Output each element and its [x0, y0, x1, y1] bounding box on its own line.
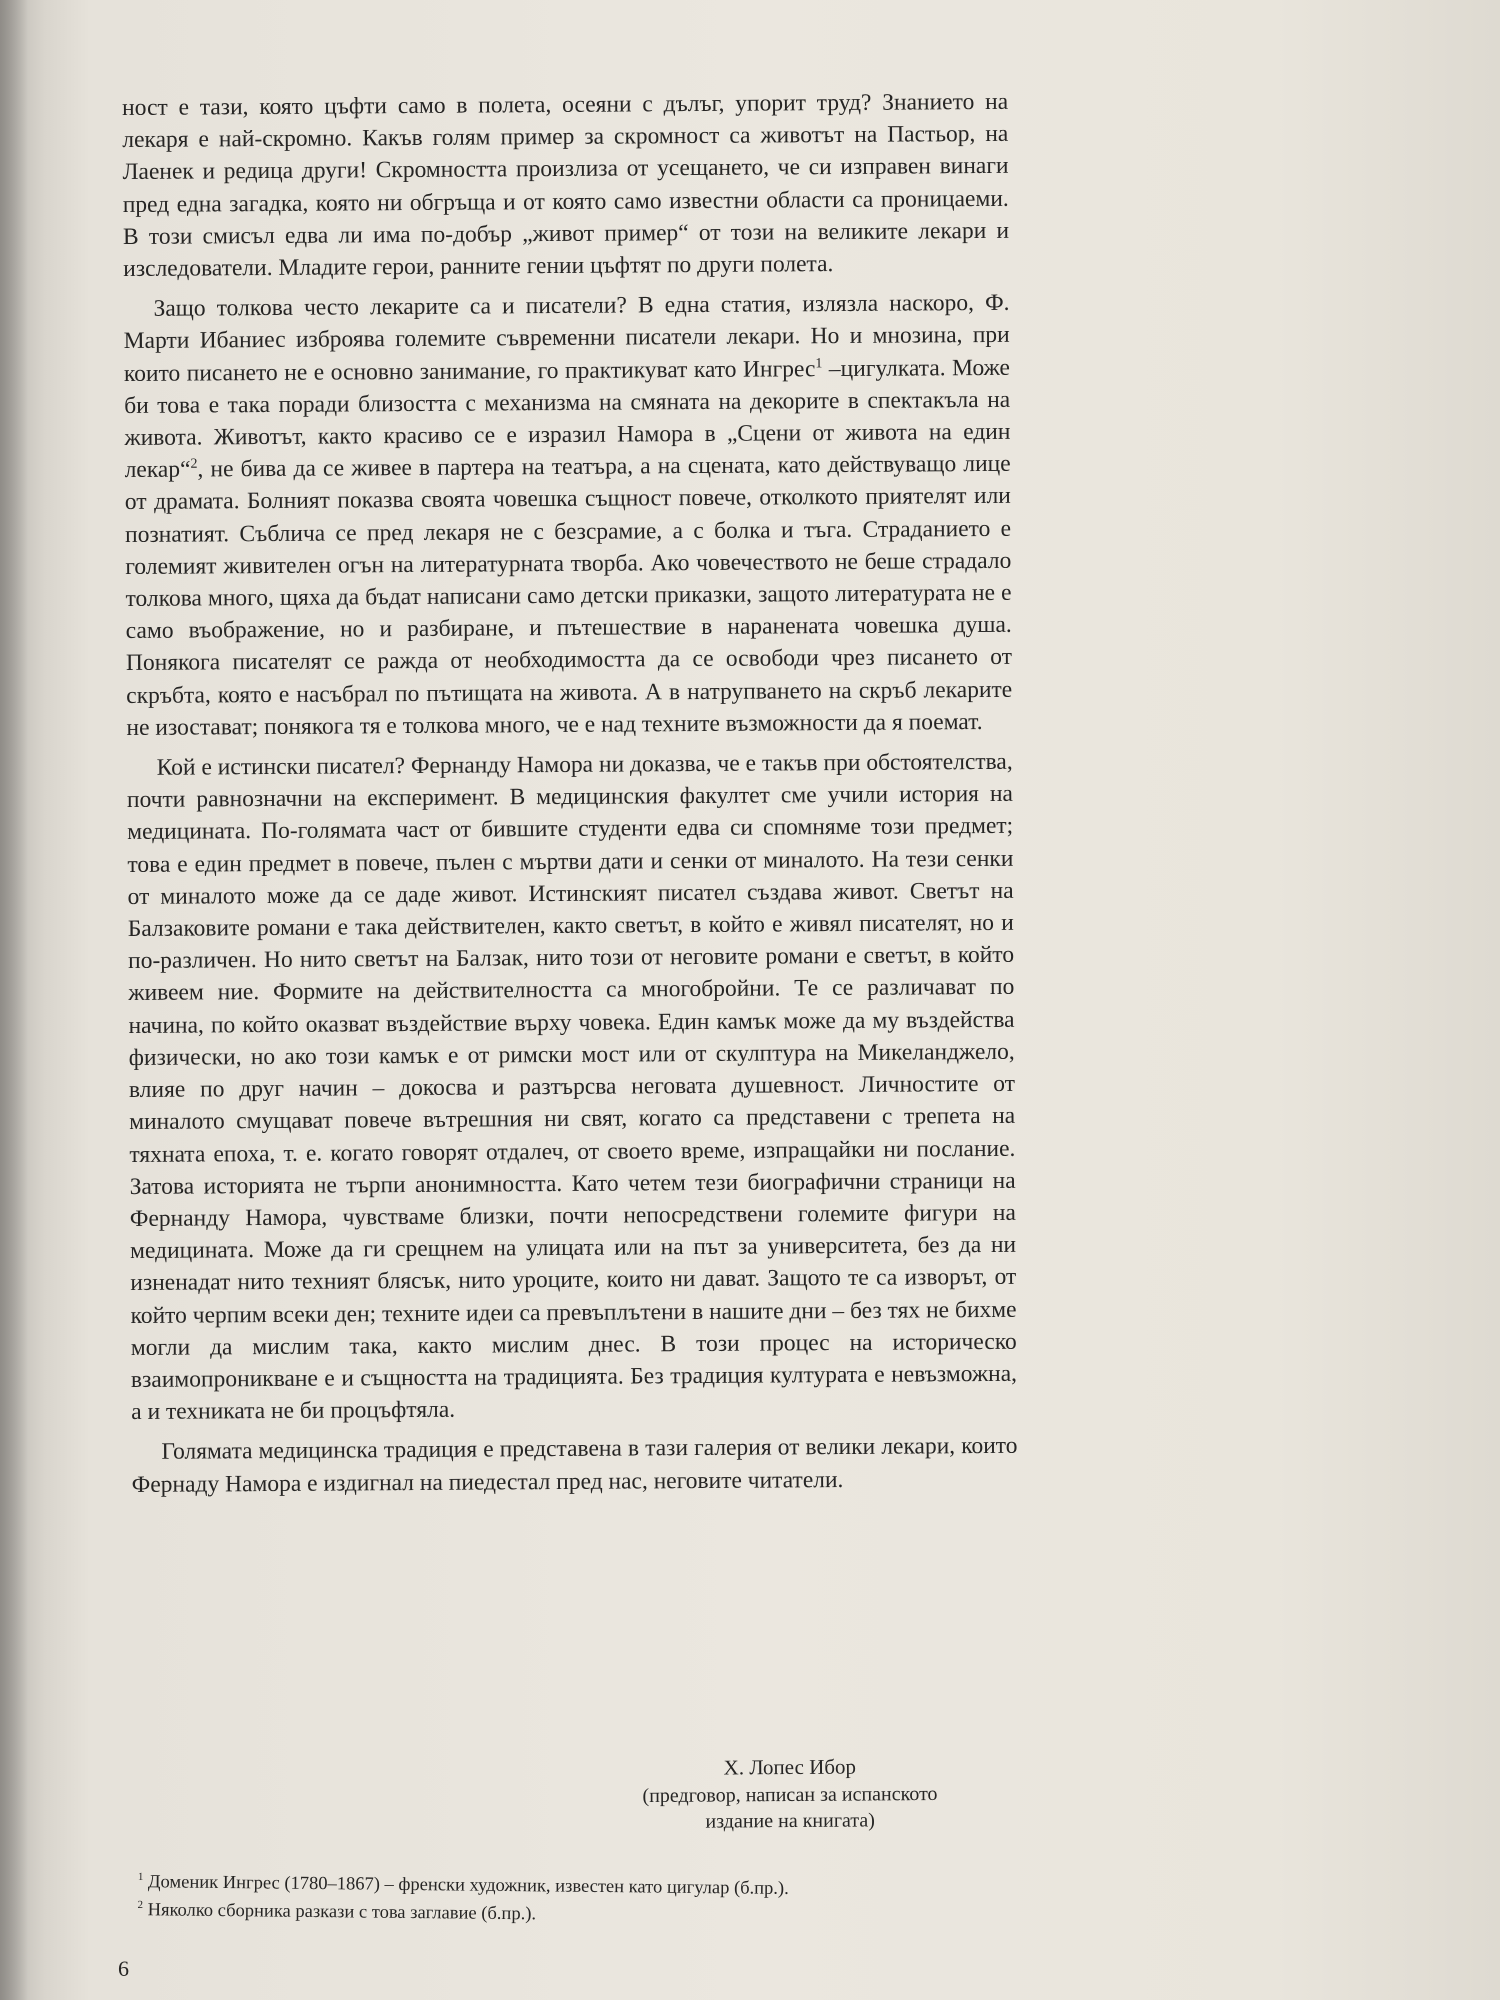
paragraph-4: Голямата медицинска традиция е представена в тази галерия от велики лекари, които Фернаду Намора е издигнал на пиедестал пред нас, неговите читатели. — [131, 1433, 1018, 1498]
signature-note-line-2: издание на книгата) — [705, 1809, 875, 1833]
footnote-ref-1: 1 — [815, 355, 823, 371]
paragraph-2-part-1: Защо толкова често лекарите са и писатели? В една статия, излязла наскоро, Ф. Марти Ибаниес изброява големите съвременни писатели лекари. Но и мнозина, при които писането не е основно занимание, го практикуват като Ингрес — [123, 290, 1010, 387]
paragraph-2 — [123, 287, 1012, 744]
paragraph-3: Кой е истински писател? Фернанду Намора ни доказва, че е такъв при обстоятелства, почти равнозначни на експеримент. В медицинския факултет сме учили история на медицината. По-голямата част от бившите студенти едва си спомняме този предмет; това е един предмет в повече, пълен с мъртви дати и сенки от миналото. На тези сенки от миналото може да се даде живот. Истинският писател създава живот. Светът на Балзаковите романи е така действителен, както светът, в който е живял писателят, но и по-различен. Но нито светът на Балзак, нито този от неговите романи е светът, в който живеем ние. Формите на действителността са многобройни. Те се различават по начина, по който оказват въздействие върху човека. Един камък може да му въздейства физически, но ако този камък е от римски мост или от скулптура на Микеланджело, влияе по друг начин – докосва и разтърсва неговата душевност. Личностите от миналото смущават повече вътрешния ни свят, когато са представени с трепета на тяхната епоха, т. е. когато говорят отдалеч, от своето време, изпращайки ни послание. Затова историята не търпи анонимността. Като четем тези биографични страници на Фернанду Намора, чувстваме близки, почти непосредствени големите фигури на медицината. Може да ги срещнем на улицата или на път за университета, без да ни изненадат нито техният блясък, нито уроците, които ни дават. Защото те са изворът, от който черпим всеки ден; техните идеи са превъплътени в нашите дни – без тях не бихме могли да мислим така, както мислим днес. В този процес на историческо взаимопроникване е и същността на традицията. Без традиция културата е невъзможна, а и техниката не би процъфтяла. — [126, 748, 1018, 1426]
author-name: Х. Лопес Ибор — [723, 1754, 857, 1780]
page-edge-shadow — [0, 0, 28, 2000]
footnotes — [137, 1866, 1038, 1932]
paragraph-1: ност е тази, която цъфти само в полета, осеяни с дълъг, упорит труд? Знанието на лекаря е най-скромно. Какъв голям пример за скромност са животът на Пастьор, на Лаенек и редица други! Скромността произлиза от усещането, че си изправен винаги пред една загадка, която ни обгръща и от която само известни области са проницаеми. В този смисъл едва ли има по-добър „живот пример“ от този на великите лекари и изследователи. Младите герои, ранните гении цъфтят по други полета. — [122, 88, 1010, 283]
page-number: 6 — [118, 1956, 129, 1981]
footnote-mark-1: 1 — [137, 1870, 144, 1884]
footnote-ref-2: 2 — [190, 456, 198, 472]
signature-block — [560, 1752, 1021, 1835]
body-text — [122, 86, 1018, 1509]
paragraph-2-part-3: , не бива да се живее в партера на театъра, а на сцената, като действуващо лице от драмата. Болният показва своята човешка същност повече, отколкото приятелят или познатият. Съблича се пред лекаря не с безсрамие, а с болка и тъга. Страданието е големият живителен огън на литературната творба. Ако човечеството не беше страдало толкова много, щяха да бъдат написани само детски приказки, защото литературата не е само въображение, но и разбиране, и пътешествие в наранената човешка душа. Понякога писателят се ражда от необходимостта да се освободи чрез писането от скръбта, която е насъбрал по пътищата на живота. А в натрупването на скръб лекарите не изостават; понякога тя е толкова много, че е над техните възможности да я поемат. — [124, 451, 1013, 741]
footnote-mark-2: 2 — [137, 1899, 144, 1912]
signature-note-line-1: (предговор, написан за испанското — [642, 1782, 938, 1808]
footnote-text-1: Доменик Ингрес (1780–1867) – френски художник, известен като цигулар (б.пр.). — [147, 1872, 789, 1899]
footnote-text-2: Няколко сборника разкази с това заглавие (б.пр.). — [147, 1900, 537, 1925]
paragraph-2-part-2: –цигулката. Може би това е така поради близостта с механизма на смяната на декорите в спектакъла на живота. Животът, както красиво се е изразил Намора в „Сцени от живота на един лекар“ — [124, 354, 1011, 484]
